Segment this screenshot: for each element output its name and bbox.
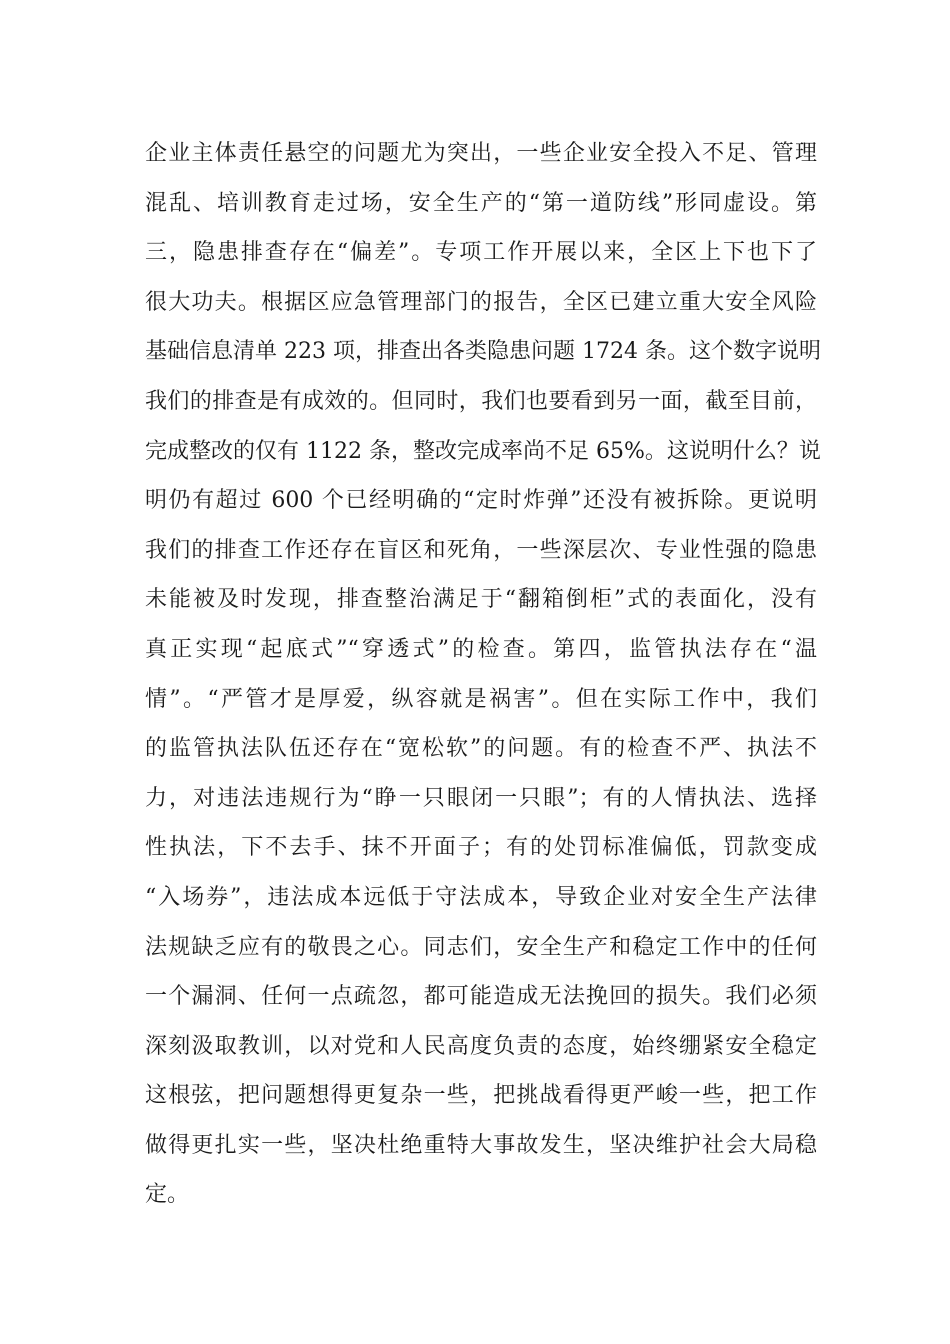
text-line: 明仍有超过 600 个已经明确的“定时炸弹”还没有被拆除。更说明	[145, 488, 817, 514]
text-line: 深刻汲取教训，以对党和人民高度负责的态度，始终绷紧安全稳定	[145, 1033, 817, 1059]
text-line: 做得更扎实一些，坚决杜绝重特大事故发生，坚决维护社会大局稳	[145, 1132, 817, 1158]
text-line: 力，对违法违规行为“睁一只眼闭一只眼”；有的人情执法、选择	[145, 785, 817, 811]
text-line: 我们的排查工作还存在盲区和死角，一些深层次、专业性强的隐患	[145, 537, 817, 563]
text-line: 的监管执法队伍还存在“宽松软”的问题。有的检查不严、执法不	[145, 736, 817, 762]
text-line: 企业主体责任悬空的问题尤为突出，一些企业安全投入不足、管理	[145, 141, 817, 166]
text-line: 真正实现“起底式”“穿透式”的检查。第四，监管执法存在“温	[145, 636, 817, 662]
body-paragraph	[145, 129, 821, 1220]
text-line: 基础信息清单 223 项，排查出各类隐患问题 1724 条。这个数字说明	[145, 339, 821, 365]
text-line: 未能被及时发现，排查整治满足于“翻箱倒柜”式的表面化，没有	[145, 587, 817, 613]
text-line-last: 定。	[145, 1182, 190, 1208]
text-line: 这根弦，把问题想得更复杂一些，把挑战看得更严峻一些，把工作	[145, 1083, 817, 1109]
text-line: 法规缺乏应有的敬畏之心。同志们，安全生产和稳定工作中的任何	[145, 934, 817, 960]
text-line: 情”。“严管才是厚爱，纵容就是祸害”。但在实际工作中，我们	[145, 686, 817, 712]
text-line: 我们的排查是有成效的。但同时，我们也要看到另一面，截至目前，	[145, 388, 817, 414]
text-line: 混乱、培训教育走过场，安全生产的“第一道防线”形同虚设。第	[145, 190, 817, 216]
text-line: “入场券”，违法成本远低于守法成本，导致企业对安全生产法律	[145, 884, 817, 910]
text-line: 很大功夫。根据区应急管理部门的报告，全区已建立重大安全风险	[145, 289, 817, 315]
text-line: 完成整改的仅有 1122 条，整改完成率尚不足 65%。这说明什么？说	[145, 438, 821, 464]
text-line: 一个漏洞、任何一点疏忽，都可能造成无法挽回的损失。我们必须	[145, 984, 817, 1010]
text-line: 三，隐患排查存在“偏差”。专项工作开展以来，全区上下也下了	[145, 240, 817, 266]
text-line: 性执法，下不去手、抹不开面子；有的处罚标准偏低，罚款变成	[145, 835, 817, 861]
